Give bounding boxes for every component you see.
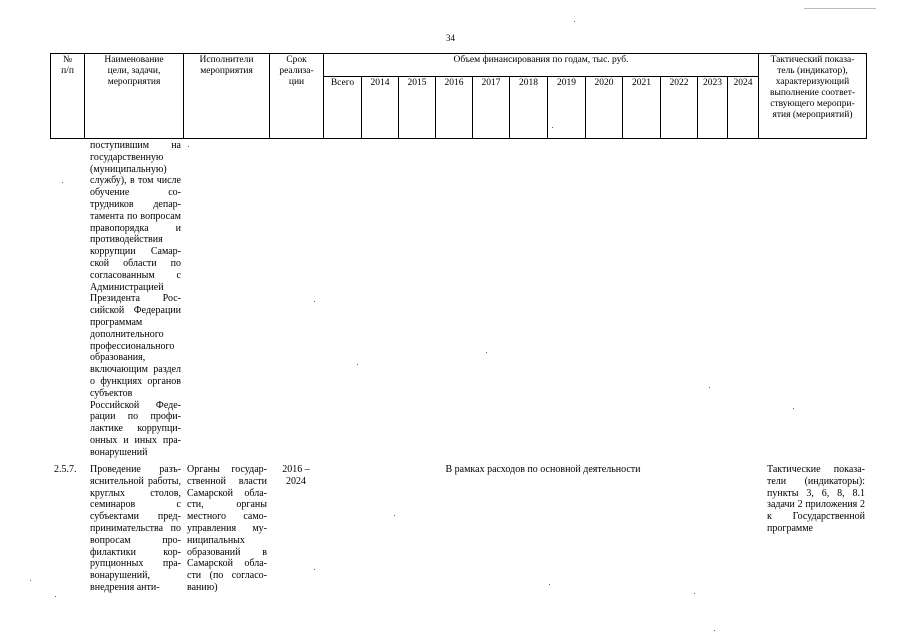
header-year-total: Всего — [324, 77, 362, 139]
header-financing: Объем финансирования по годам, тыс. руб. — [324, 54, 759, 77]
header-executors: Исполнители мероприятия — [184, 54, 270, 139]
header-year-2021: 2021 — [623, 77, 661, 139]
header-year-2020: 2020 — [586, 77, 623, 139]
header-name: Наименование цели, задачи, мероприятия — [85, 54, 184, 139]
row-indicator: Тактические показатели (индикаторы): пункты 3, 6, 8, 8.1 задачи 2 приложения 2 к Государственной программе — [767, 464, 865, 534]
header-year-2015: 2015 — [399, 77, 436, 139]
header-year-2022: 2022 — [661, 77, 698, 139]
header-table — [50, 53, 867, 139]
page-number: 34 — [446, 33, 455, 43]
scan-speck — [709, 387, 710, 388]
scan-speck — [357, 364, 358, 365]
header-year-2024: 2024 — [728, 77, 759, 139]
scan-speck — [30, 580, 31, 581]
header-year-2017: 2017 — [473, 77, 510, 139]
row-financing: В рамках расходов по основной деятельности — [445, 464, 641, 475]
header-year-2014: 2014 — [362, 77, 399, 139]
scan-speck — [552, 127, 553, 128]
scan-speck — [62, 182, 63, 183]
header-year-2019: 2019 — [548, 77, 586, 139]
scan-speck — [188, 146, 189, 147]
scan-speck — [549, 584, 550, 585]
header-indicator: Тактический показа- тель (индикатор), характеризующий выполнение соответ- ствующего меропри- ятия (мероприятий) — [759, 54, 867, 139]
row-executors: Органы государственной власти Самарской области, органы местного самоуправления муниципальных образований в Самарской области (по согласованию) — [187, 464, 267, 593]
scan-speck — [486, 352, 487, 353]
scan-speck — [314, 569, 315, 570]
scan-speck — [714, 630, 715, 631]
header-num: № п/п — [51, 54, 85, 139]
scan-speck — [574, 21, 575, 22]
scan-speck — [55, 596, 56, 597]
header-year-2016: 2016 — [436, 77, 473, 139]
header-year-2018: 2018 — [510, 77, 548, 139]
top-edge-line — [804, 8, 876, 9]
row-term: 2016 – 2024 — [282, 464, 310, 487]
scan-speck — [694, 593, 695, 594]
row-number: 2.5.7. — [54, 464, 77, 475]
scan-speck — [793, 408, 794, 409]
continued-activity-name: поступившим на государственную (муниципальную) службу), в том числе обучение сотрудников департамента по вопросам правопорядка и противодействия коррупции Самарской области по согласованным с Администрацией Президента Российской Федерации программам дополнительного профессионального образования, включающим раздел о функциях органов субъектов Российской Федерации по профилактике коррупционных и иных правонарушений — [90, 140, 181, 458]
header-term: Срок реализа- ции — [270, 54, 324, 139]
scan-speck — [314, 301, 315, 302]
scan-speck — [394, 515, 395, 516]
header-year-2023: 2023 — [698, 77, 728, 139]
row-activity-name: Проведение разъяснительной работы, круглых столов, семинаров с субъектами предпринимательства по вопросам профилактики коррупционных правонарушений, внедрения анти- — [90, 464, 181, 593]
